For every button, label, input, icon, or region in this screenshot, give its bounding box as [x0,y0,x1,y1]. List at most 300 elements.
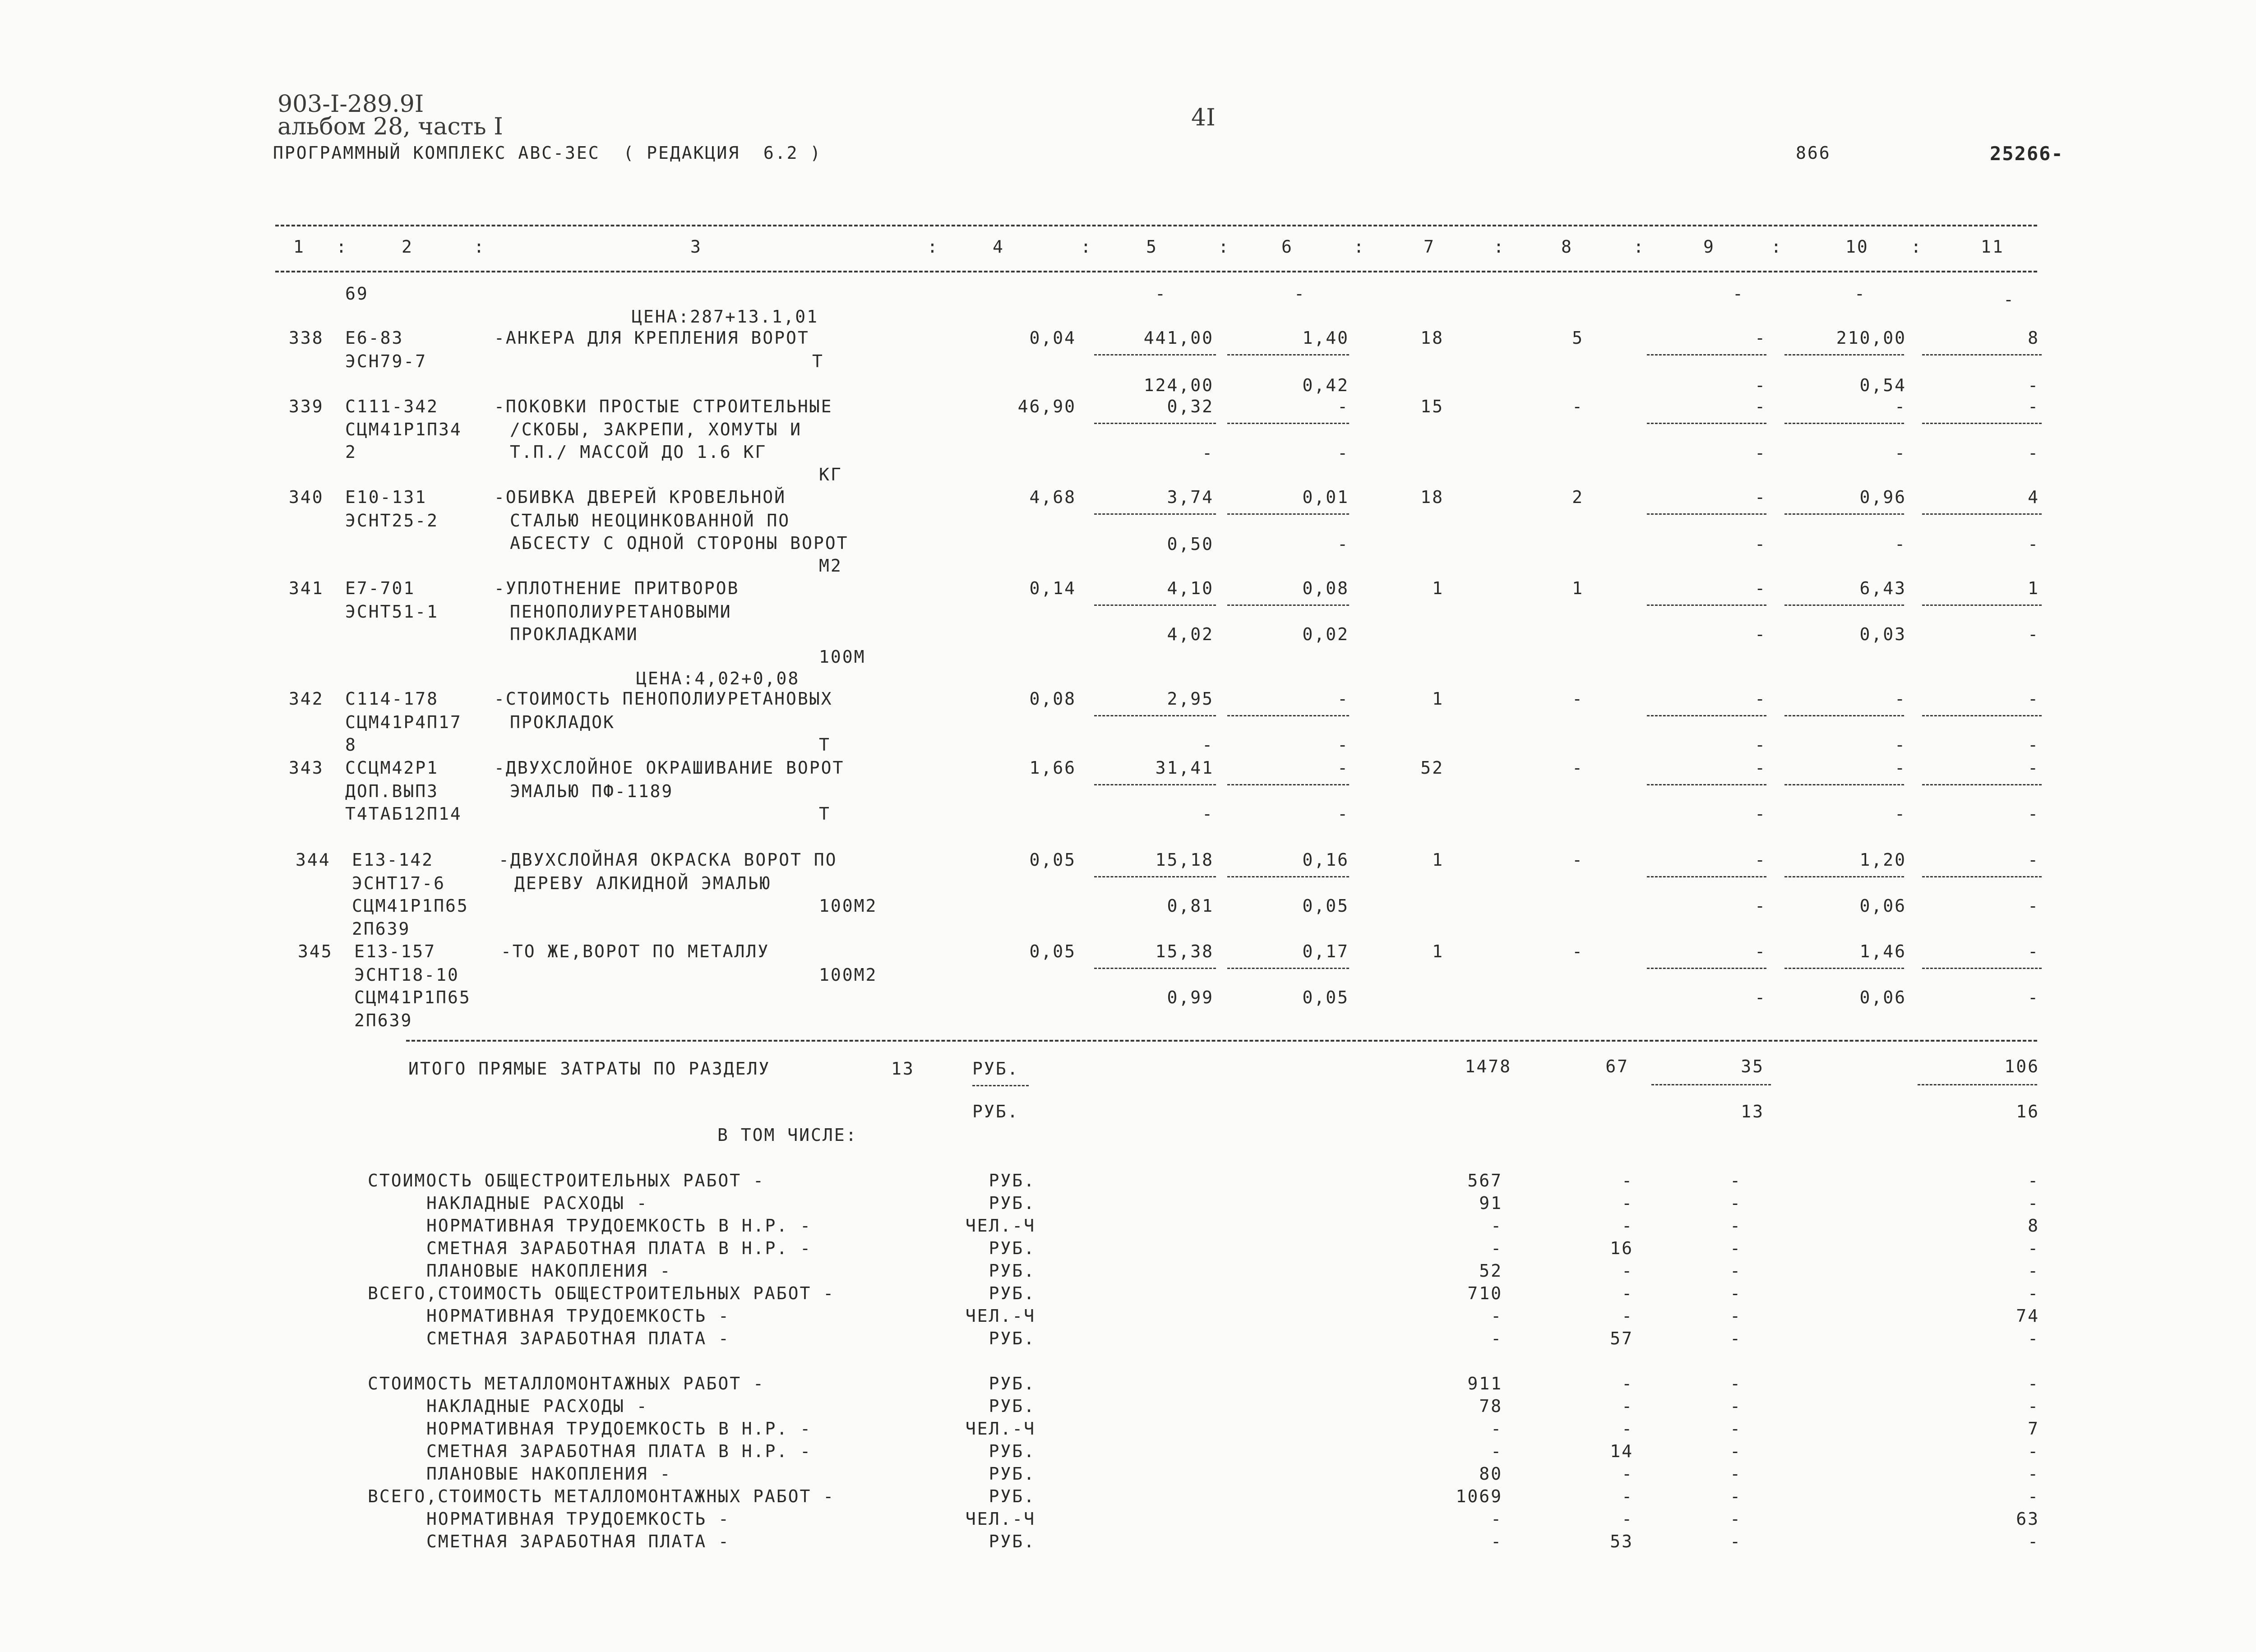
summary-col9: - [1730,1306,1742,1326]
cell-c6b: 0,05 [1302,988,1349,1007]
column-header-11: 11 [1981,237,2004,257]
column-separator: : [1081,237,1092,257]
cell-c4: 4,68 [1029,487,1076,507]
row-code: Е10-131 [345,487,427,507]
cell-rule [1922,968,2042,969]
summary-unit: РУБ. [989,1486,1036,1506]
cell-rule [1784,784,1904,785]
cell-c6b: - [1337,804,1349,824]
summary-col7: 80 [1479,1464,1502,1484]
cell-c6: 0,17 [1302,941,1349,961]
row-description: -ОБИВКА ДВЕРЕЙ КРОВЕЛЬНОЙ [494,487,786,507]
cell-c10b: 0,06 [1859,988,1906,1007]
summary-label: ПЛАНОВЫЕ НАКОПЛЕНИЯ - [426,1464,672,1484]
cell-c5b: 124,00 [1143,375,1214,395]
summary-col8: - [1622,1486,1633,1506]
cell-c7: 15 [1420,397,1444,416]
row-unit: 100М2 [819,965,878,985]
cell-c6: 0,16 [1302,850,1349,870]
cell-c11: - [2028,850,2039,870]
row-description: -АНКЕРА ДЛЯ КРЕПЛЕНИЯ ВОРОТ [494,328,809,348]
cell-rule [1922,715,2042,716]
totals-col9: 35 [1741,1057,1764,1076]
row-code: ЭСНТ51-1 [345,602,439,622]
cell-rule [1647,876,1766,877]
cell-rule [1227,715,1349,716]
row-code: СЦМ41Р1П65 [352,896,469,916]
summary-label: ВСЕГО,СТОИМОСТЬ МЕТАЛЛОМОНТАЖНЫХ РАБОТ - [368,1486,835,1506]
cell-c6b: 0,05 [1302,896,1349,916]
row-description: Т.П./ МАССОЙ ДО 1.6 КГ [510,442,767,462]
cell-c9b: - [1755,988,1766,1007]
summary-col8: - [1622,1396,1633,1416]
cell-c7: 1 [1432,578,1444,598]
row-description: АБСЕСТУ С ОДНОЙ СТОРОНЫ ВОРОТ [510,533,849,553]
cell-c5: 3,74 [1167,487,1214,507]
cell-c8: - [1572,397,1584,416]
cell-c9: - [1755,689,1766,709]
cell-c9b: - [1755,375,1766,395]
summary-col11: - [2028,1171,2039,1191]
cell-rule [1647,968,1766,969]
column-header-4: 4 [993,237,1004,257]
row-code: Е6-83 [345,328,404,348]
row-code: ЭСНТ18-10 [354,965,459,985]
totals-col11b: 16 [2016,1102,2039,1121]
row-code: 2 [345,442,357,462]
cell-c9b: - [1755,443,1766,463]
cell-c6b: - [1337,443,1349,463]
row-code: СЦМ41Р1П65 [354,988,471,1007]
totals-rule [406,1040,2037,1042]
cell-c4: 0,08 [1029,689,1076,709]
summary-col7: 911 [1467,1374,1502,1394]
row-unit: М2 [819,556,842,576]
column-separator: : [1218,237,1230,257]
summary-col9: - [1730,1283,1742,1303]
cell-c6b: - [1337,735,1349,755]
summary-unit: РУБ. [989,1441,1036,1461]
summary-label: ВСЕГО,СТОИМОСТЬ ОБЩЕСТРОИТЕЛЬНЫХ РАБОТ - [368,1283,835,1303]
column-separator: : [1633,237,1645,257]
column-header-5: 5 [1146,237,1158,257]
cell-c10: 1,46 [1859,941,1906,961]
row-description: -ПОКОВКИ ПРОСТЫЕ СТРОИТЕЛЬНЫЕ [494,397,833,416]
cell-c11: - [2028,941,2039,961]
row-code: С114-178 [345,689,439,709]
cell-c8: 5 [1572,328,1584,348]
summary-col9: - [1730,1441,1742,1461]
summary-col11: - [2028,1396,2039,1416]
row-unit: КГ [819,465,842,485]
summary-col8: 53 [1610,1532,1633,1551]
cell-c10b: - [1895,443,1906,463]
cell-c6: - [1337,689,1349,709]
summary-col7: 78 [1479,1396,1502,1416]
including-label: В ТОМ ЧИСЛЕ: [717,1125,858,1145]
cell-dash: - [1733,284,1744,304]
row-number: 343 [289,758,324,778]
row-unit: 100М2 [819,896,878,916]
row-number: 338 [289,328,324,348]
row-description: -ТО ЖЕ,ВОРОТ ПО МЕТАЛЛУ [501,941,770,961]
cell-rule [1784,968,1904,969]
cell-c11b: - [2028,375,2039,395]
cell-c5b: 4,02 [1167,624,1214,644]
cell-rule [1227,423,1349,424]
column-header-7: 7 [1424,237,1435,257]
cell-rule [1094,876,1216,877]
cell-rule [1922,605,2042,606]
row-number: 342 [289,689,324,709]
cell-rule [1647,784,1766,785]
cell-c6: - [1337,397,1349,416]
row-number: 340 [289,487,324,507]
summary-col11: - [2028,1532,2039,1551]
summary-col7: 1069 [1456,1486,1502,1506]
cell-c6b: 0,42 [1302,375,1349,395]
totals-col8: 67 [1605,1057,1629,1076]
cell-c8: - [1572,689,1584,709]
document-code: 903-I-289.9I [277,91,424,118]
row-description: -СТОИМОСТЬ ПЕНОПОЛИУРЕТАНОВЫХ [494,689,833,709]
cell-c10b: - [1895,735,1906,755]
cell-c8: - [1572,758,1584,778]
summary-col11: - [2028,1329,2039,1348]
cell-c11: 4 [2028,487,2039,507]
row-description: -ДВУХСЛОЙНАЯ ОКРАСКА ВОРОТ ПО [499,850,837,870]
summary-col11: 63 [2016,1509,2039,1529]
cell-c6: 0,08 [1302,578,1349,598]
cell-c4: 46,90 [1017,397,1076,416]
summary-unit: РУБ. [989,1396,1036,1416]
cell-c5: 15,18 [1155,850,1214,870]
cell-c11b: - [2028,988,2039,1007]
cell-c4: 0,04 [1029,328,1076,348]
cell-c11b: - [2028,443,2039,463]
summary-col9: - [1730,1261,1742,1281]
totals-section: 13 [891,1059,915,1079]
cell-c4: 0,14 [1029,578,1076,598]
summary-col7: 567 [1467,1171,1502,1191]
column-header-10: 10 [1845,237,1869,257]
cell-rule [1647,715,1766,716]
cell-rule [1227,876,1349,877]
summary-col8: - [1622,1216,1633,1236]
row-code: 2П639 [352,919,411,939]
row-description: -УПЛОТНЕНИЕ ПРИТВОРОВ [494,578,740,598]
cell-rule [1094,513,1216,515]
row-prefix: 69 [345,284,369,304]
cell-c5b: - [1202,443,1214,463]
summary-col8: - [1622,1464,1633,1484]
summary-col9: - [1730,1193,1742,1213]
row-code: Т4ТАБ12П14 [345,804,462,824]
cell-rule [1922,513,2042,515]
cell-c8: 2 [1572,487,1584,507]
row-code: 2П639 [354,1011,413,1030]
cell-rule [1647,513,1766,515]
cell-c11: 1 [2028,578,2039,598]
cell-rule [1922,876,2042,877]
summary-col11: 74 [2016,1306,2039,1326]
cell-c8: - [1572,850,1584,870]
cell-c5: 0,32 [1167,397,1214,416]
column-separator: : [1771,237,1783,257]
cell-c10: 0,96 [1859,487,1906,507]
summary-col8: - [1622,1306,1633,1326]
row-description: ДЕРЕВУ АЛКИДНОЙ ЭМАЛЬЮ [514,873,772,893]
cell-c11b: - [2028,735,2039,755]
summary-label: СТОИМОСТЬ МЕТАЛЛОМОНТАЖНЫХ РАБОТ - [368,1374,765,1394]
cell-rule [1922,784,2042,785]
cell-c7: 1 [1432,850,1444,870]
cell-c9b: - [1755,624,1766,644]
cell-c5b: 0,50 [1167,534,1214,554]
summary-col8: 57 [1610,1329,1633,1348]
cell-c5: 2,95 [1167,689,1214,709]
summary-col7: 52 [1479,1261,1502,1281]
summary-col8: - [1622,1283,1633,1303]
cell-rule [1784,423,1904,424]
row-number: 344 [296,850,331,870]
row-unit: Т [812,351,824,371]
row-code: Е13-157 [354,941,436,961]
column-header-2: 2 [402,237,413,257]
summary-label: СТОИМОСТЬ ОБЩЕСТРОИТЕЛЬНЫХ РАБОТ - [368,1171,765,1191]
summary-label: НОРМАТИВНАЯ ТРУДОЕМКОСТЬ В Н.Р. - [426,1216,812,1236]
cell-rule [1227,784,1349,785]
row-code: ЭСНТ17-6 [352,873,446,893]
column-header-3: 3 [690,237,702,257]
row-description: -ДВУХСЛОЙНОЕ ОКРАШИВАНИЕ ВОРОТ [494,758,845,778]
row-code: ЭСНТ25-2 [345,511,439,531]
row-description: СТАЛЬЮ НЕОЦИНКОВАННОЙ ПО [510,511,791,531]
summary-unit: РУБ. [989,1464,1036,1484]
totals-col9b: 13 [1741,1102,1764,1121]
summary-unit: РУБ. [989,1238,1036,1258]
cell-c9: - [1755,397,1766,416]
cell-c5b: - [1202,804,1214,824]
cell-c4: 0,05 [1029,850,1076,870]
cell-c7: 1 [1432,689,1444,709]
cell-c10b: 0,54 [1859,375,1906,395]
summary-col8: - [1622,1171,1633,1191]
cell-c4: 0,05 [1029,941,1076,961]
cell-c6: - [1337,758,1349,778]
summary-col7: - [1491,1238,1502,1258]
row-code: 8 [345,735,357,755]
totals-col9-rule [1651,1084,1771,1085]
row-code: Е13-142 [352,850,434,870]
cell-rule [1227,605,1349,606]
cell-c9b: - [1755,735,1766,755]
cell-rule [1922,354,2042,355]
column-header-9: 9 [1703,237,1715,257]
album-label: альбом 28, часть I [277,113,503,140]
row-description: ПЕНОПОЛИУРЕТАНОВЫМИ [510,602,732,622]
summary-unit: РУБ. [989,1283,1036,1303]
summary-label: СМЕТНАЯ ЗАРАБОТНАЯ ПЛАТА - [426,1532,730,1551]
code-25266: 25266- [1990,143,2064,165]
cell-c11: - [2028,689,2039,709]
price-note: ЦЕНА:4,02+0,08 [636,669,800,688]
cell-dash: - [1294,284,1306,304]
summary-col7: - [1491,1306,1502,1326]
cell-c11b: - [2028,624,2039,644]
cell-c6: 1,40 [1302,328,1349,348]
summary-col8: 16 [1610,1238,1633,1258]
summary-col9: - [1730,1374,1742,1394]
summary-col11: - [2028,1374,2039,1394]
cell-c9: - [1755,578,1766,598]
totals-col11: 106 [2004,1057,2039,1076]
cell-c6b: 0,02 [1302,624,1349,644]
summary-col8: - [1622,1509,1633,1529]
row-number: 341 [289,578,324,598]
cell-c5: 441,00 [1143,328,1214,348]
cell-rule [1094,715,1216,716]
cell-c11b: - [2028,896,2039,916]
cell-c4: 1,66 [1029,758,1076,778]
row-unit: 100М [819,647,866,667]
cell-rule [1647,423,1766,424]
row-code: ССЦМ42Р1 [345,758,439,778]
cell-rule [1647,354,1766,355]
summary-col9: - [1730,1509,1742,1529]
summary-col9: - [1730,1238,1742,1258]
summary-col9: - [1730,1396,1742,1416]
cell-rule [1784,354,1904,355]
summary-unit: РУБ. [989,1532,1036,1551]
cell-c7: 52 [1420,758,1444,778]
cell-c10: 1,20 [1859,850,1906,870]
cell-rule [1094,968,1216,969]
summary-col7: - [1491,1216,1502,1236]
cell-rule [1784,876,1904,877]
row-code: ДОП.ВЫП3 [345,781,439,801]
program-label: ПРОГРАММНЫЙ КОМПЛЕКС АВС-ЗЕС ( РЕДАКЦИЯ 6.2 ) [273,143,822,163]
row-unit: Т [819,804,831,824]
column-header-8: 8 [1561,237,1573,257]
cell-c5: 15,38 [1155,941,1214,961]
summary-col11: - [2028,1441,2039,1461]
summary-col9: - [1730,1532,1742,1551]
summary-unit: РУБ. [989,1374,1036,1394]
column-separator: : [1493,237,1505,257]
summary-label: ПЛАНОВЫЕ НАКОПЛЕНИЯ - [426,1261,672,1281]
summary-col7: - [1491,1419,1502,1439]
summary-col8: 14 [1610,1441,1633,1461]
cell-c5: 4,10 [1167,578,1214,598]
cell-rule [1094,605,1216,606]
summary-col8: - [1622,1374,1633,1394]
summary-col11: 7 [2028,1419,2039,1439]
row-number: 345 [298,941,333,961]
summary-unit: ЧЕЛ.-Ч [965,1419,1036,1439]
cell-dash: - [1155,284,1167,304]
cell-rule [1784,715,1904,716]
row-number: 339 [289,397,324,416]
summary-label: НОРМАТИВНАЯ ТРУДОЕМКОСТЬ - [426,1306,730,1326]
cell-rule [1784,513,1904,515]
cell-dash: - [2003,290,2015,309]
cell-rule [1784,605,1904,606]
cell-rule [1227,513,1349,515]
summary-col8: - [1622,1261,1633,1281]
row-description: ПРОКЛАДОК [510,712,615,732]
cell-rule [1094,423,1216,424]
cell-c7: 18 [1420,328,1444,348]
summary-unit: РУБ. [989,1261,1036,1281]
summary-unit: РУБ. [989,1329,1036,1348]
summary-col7: - [1491,1441,1502,1461]
cell-c10: - [1895,689,1906,709]
summary-col7: - [1491,1509,1502,1529]
column-separator: : [336,237,348,257]
summary-col11: 8 [2028,1216,2039,1236]
summary-label: СМЕТНАЯ ЗАРАБОТНАЯ ПЛАТА В Н.Р. - [426,1441,812,1461]
column-separator: : [927,237,939,257]
cell-rule [1922,423,2042,424]
cell-c11: - [2028,397,2039,416]
summary-col9: - [1730,1329,1742,1348]
cell-c10: - [1895,758,1906,778]
summary-label: СМЕТНАЯ ЗАРАБОТНАЯ ПЛАТА - [426,1329,730,1348]
cell-c9b: - [1755,534,1766,554]
totals-unit-2: РУБ. [972,1102,1019,1121]
totals-unit: РУБ. [972,1059,1019,1079]
cell-c11b: - [2028,534,2039,554]
row-code: ЭСН79-7 [345,351,427,371]
summary-label: НОРМАТИВНАЯ ТРУДОЕМКОСТЬ - [426,1509,730,1529]
summary-col7: - [1491,1329,1502,1348]
totals-unit-rule [972,1085,1029,1086]
summary-col11: - [2028,1283,2039,1303]
row-description: /СКОБЫ, ЗАКРЕПИ, ХОМУТЫ И [510,420,802,439]
cell-c11b: - [2028,804,2039,824]
cell-c7: 18 [1420,487,1444,507]
summary-col9: - [1730,1464,1742,1484]
cell-dash: - [1854,284,1866,304]
cell-c5b: 0,99 [1167,988,1214,1007]
summary-col7: 710 [1467,1283,1502,1303]
row-code: СЦМ41Р4П17 [345,712,462,732]
summary-col9: - [1730,1419,1742,1439]
summary-unit: ЧЕЛ.-Ч [965,1216,1036,1236]
summary-unit: ЧЕЛ.-Ч [965,1306,1036,1326]
column-separator: : [1354,237,1365,257]
row-code: Е7-701 [345,578,416,598]
summary-col9: - [1730,1486,1742,1506]
totals-col11-rule [1918,1084,2037,1085]
cell-c9: - [1755,941,1766,961]
summary-col8: - [1622,1419,1633,1439]
summary-unit: РУБ. [989,1171,1036,1191]
cell-c11: - [2028,758,2039,778]
cell-rule [1094,354,1216,355]
column-separator: : [474,237,485,257]
page-number: 4I [1191,104,1216,131]
cell-c10: - [1895,397,1906,416]
cell-rule [1647,605,1766,606]
cell-c5b: 0,81 [1167,896,1214,916]
column-separator: : [1911,237,1923,257]
cell-rule [1094,784,1216,785]
cell-c9b: - [1755,896,1766,916]
price-note: ЦЕНА:287+13.1,01 [632,307,819,327]
totals-col7: 1478 [1465,1057,1512,1076]
